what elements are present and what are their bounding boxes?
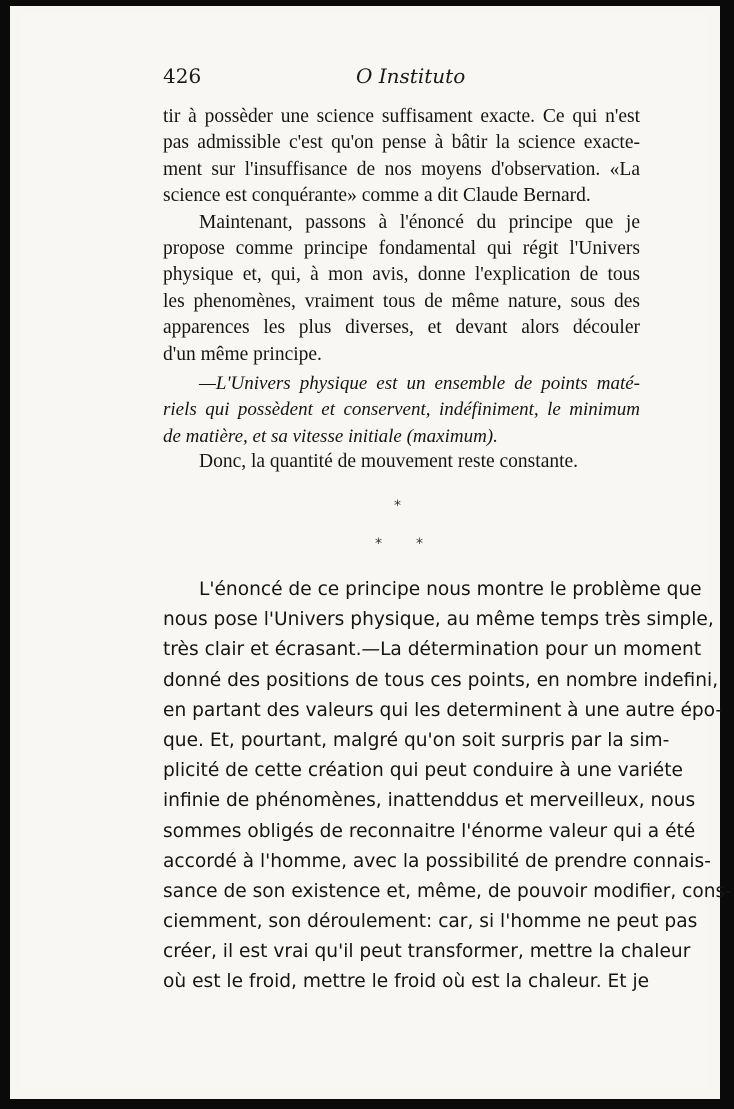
running-header xyxy=(163,64,640,90)
text-line: d'un même principe. xyxy=(163,343,322,365)
asterisk: * xyxy=(375,536,382,552)
text-line: où est le froid, mettre le froid où est la chaleur. Et je xyxy=(163,971,650,993)
text-line: pas admissible c'est qu'on pense à bâtir la science exacte- xyxy=(163,132,640,154)
principle-statement xyxy=(163,371,640,450)
text-line: de matière, et sa vitesse initiale (maximum). xyxy=(163,425,498,447)
body-text-section-1 xyxy=(163,104,640,368)
text-line: Maintenant, passons à l'énoncé du principe que je xyxy=(199,211,640,233)
text-line: sance de son existence et, même, de pouvoir modifier, cons- xyxy=(163,880,732,902)
text-line: plicité de cette création qui peut conduire à une variéte xyxy=(163,760,683,782)
text-line: créer, il est vrai qu'il peut transformer, mettre la chaleur xyxy=(163,941,691,963)
text-line: ment sur l'insuffisance de nos moyens d'observation. «La xyxy=(163,158,640,180)
text-line: —L'Univers physique est un ensemble de points maté- xyxy=(199,373,640,394)
text-line: accordé à l'homme, avec la possibilité de prendre connais- xyxy=(163,850,711,872)
text-line: que. Et, pourtant, malgré qu'on soit surpris par la sim- xyxy=(163,729,670,751)
text-line: très clair et écrasant.—La détermination pour un moment xyxy=(163,639,702,661)
text-line: sommes obligés de reconnaitre l'énorme valeur qui a été xyxy=(163,820,696,842)
text-line: propose comme principe fondamental qui régit l'Univers xyxy=(163,237,640,259)
text-line: donné des positions de tous ces points, en nombre indefini, xyxy=(163,669,719,691)
text-line: infinie de phénomènes, inattenddus et merveilleux, nous xyxy=(163,790,696,812)
asterisk: * xyxy=(416,536,423,552)
text-line: tir à possèder une science suffisament exacte. Ce qui n'est xyxy=(163,106,640,127)
text-line: les phenomènes, vraiment tous de même nature, sous des xyxy=(163,290,640,312)
text-line: physique et, qui, à mon avis, donne l'explication de tous xyxy=(163,264,640,286)
text-line: en partant des valeurs qui les determinent à une autre épo- xyxy=(163,699,723,721)
text-line: L'énoncé de ce principe nous montre le problème que xyxy=(199,579,702,600)
asterisk: * xyxy=(394,498,401,514)
page-number: 426 xyxy=(163,64,202,88)
body-text-section-2 xyxy=(163,575,732,998)
text-line: apparences les plus diverses, et devant alors découler xyxy=(163,317,640,339)
asterism-divider xyxy=(370,498,440,558)
running-title: O Instituto xyxy=(356,64,466,88)
text-line: ciemment, son déroulement: car, si l'homme ne peut pas xyxy=(163,911,698,933)
text-line: Donc, la quantité de mouvement reste constante. xyxy=(199,451,579,472)
text-line: riels qui possèdent et conservent, indéfiniment, le minimum xyxy=(163,399,640,421)
text-line: science est conquérante» comme a dit Claude Bernard. xyxy=(163,185,591,207)
conclusion-line xyxy=(163,449,640,475)
text-line: nous pose l'Univers physique, au même temps très simple, xyxy=(163,609,714,631)
